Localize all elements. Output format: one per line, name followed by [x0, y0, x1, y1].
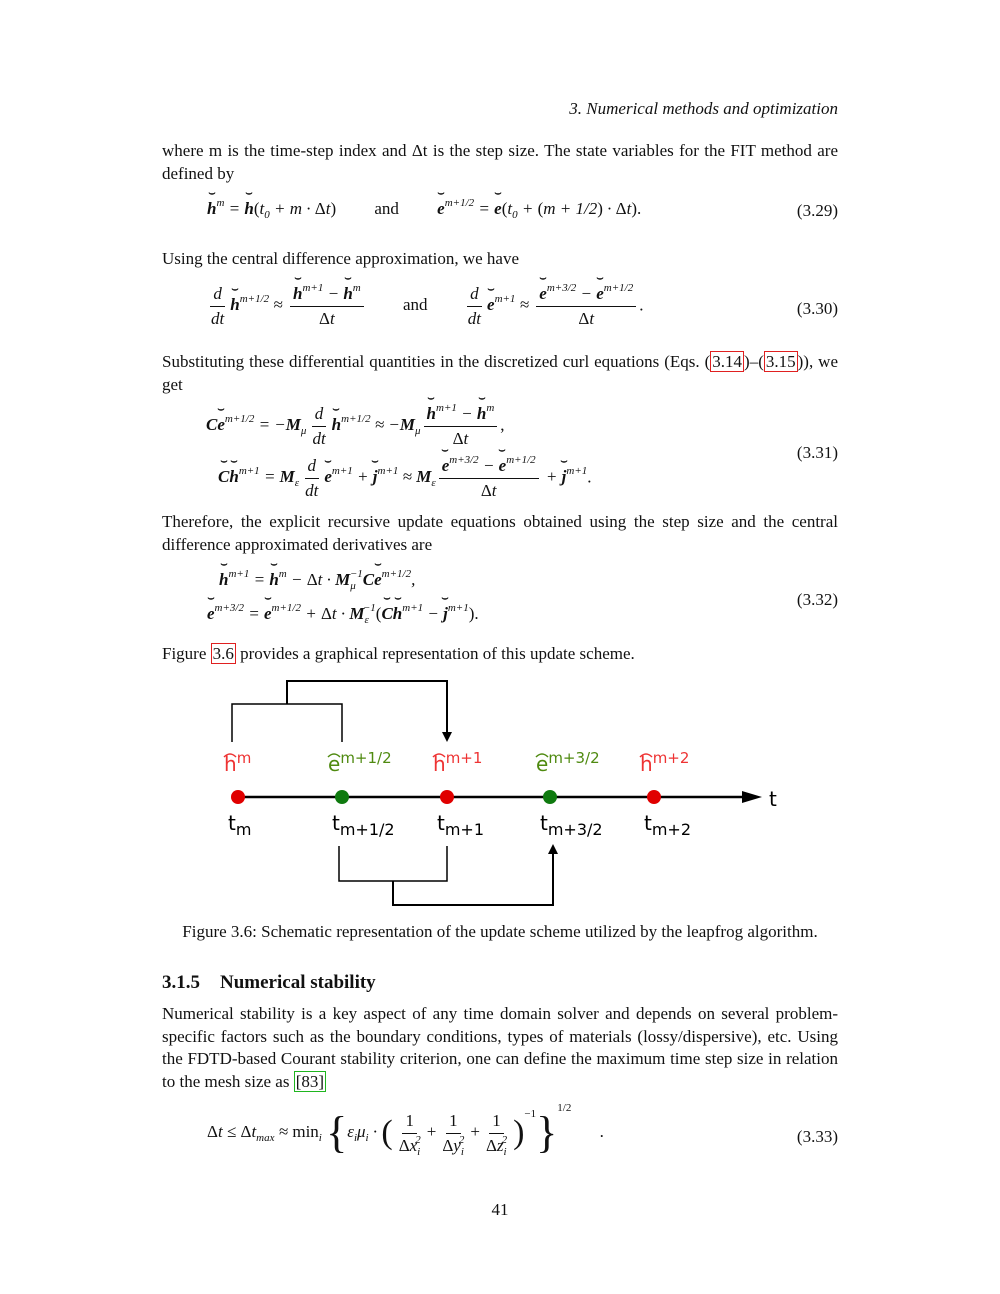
- time-point-dot: [647, 790, 661, 804]
- equation-number-3-33: (3.33): [796, 1127, 838, 1146]
- section-title: Numerical stability: [220, 972, 376, 993]
- time-label: $t_{m+1/2}$: [332, 811, 395, 839]
- paragraph-central-difference: Using the central difference approximation, we have: [162, 249, 520, 268]
- time-point-dot: [543, 790, 557, 804]
- field-label: $e^{m+1/2}$: [328, 749, 392, 776]
- time-axis-arrow: [742, 791, 762, 803]
- running-head: 3. Numerical methods and optimization: [569, 99, 838, 118]
- equation-number-3-29: (3.29): [796, 201, 838, 220]
- eq-ref-3-15[interactable]: 3.15: [765, 352, 796, 371]
- time-label: $t_m$: [228, 811, 252, 839]
- paragraph-stability: Numerical stability is a key aspect of any time domain solver and depends on several problem-specific factors such as the boundary conditions, types of materials (lossy/dispersive), etc. Using the FDTD-based Courant stability criterion, one can define the maximum time step size in relation to the mesh size as [83]: [162, 1004, 838, 1091]
- equation-number-3-30: (3.30): [796, 299, 838, 318]
- bottom-bracket: [339, 846, 447, 881]
- equation-3-30: $\frac{d}{dt}$ ⌢ $h^{m+1/2}$ ≈ ⌢ $\frac{h^{m+1} - ⌢ h^m}{\Delta t}$ and $\frac{d}{dt}$ ⌢ $e^{m+1}$ ≈ ⌢ $\frac{e^{m+3/2} - ⌢ e^{m+1/2}}{\Delta t}$ .: [205, 284, 765, 329]
- top-bracket: [232, 704, 342, 742]
- equation-3-29: ⌢ $h^m$ = ⌢ $h(t_0 + m \cdot \Delta t)$ and ⌢ $e^{m+1/2}$ = ⌢ $e(t_0 + (m + 1/2) \cdot \Delta t)$.: [207, 199, 767, 219]
- page-number: 41: [491, 1200, 509, 1219]
- citation-83[interactable]: [83]: [295, 1071, 325, 1091]
- top-arrow: [287, 681, 447, 740]
- time-point-dot: [231, 790, 245, 804]
- figure-caption: Figure 3.6: Schematic representation of the update scheme utilized by the leapfrog algorithm.: [182, 922, 818, 941]
- field-label: $h^m$: [224, 749, 252, 776]
- eq-ref-3-14[interactable]: 3.14: [712, 352, 743, 371]
- equation-3-33: $\Delta t \le \Delta t_{max} \approx \min_i \{\varepsilon_i\mu_i$ · ( $\frac{1}{\Delta x_i^2}$ + $\frac{1}{\Delta y_i^2}$ + $\frac{1}{\Delta z_i^2}$ )$^{-1}$}$^{1/2}$ .: [207, 1102, 604, 1158]
- time-label: $t_{m+2}$: [644, 811, 692, 839]
- time-axis-label: t: [769, 787, 777, 811]
- time-label: $t_{m+3/2}$: [540, 811, 603, 839]
- time-label: $t_{m+1}$: [437, 811, 485, 839]
- time-point-dot: [440, 790, 454, 804]
- field-label: $e^{m+3/2}$: [536, 749, 600, 776]
- equation-number-3-31: (3.31): [796, 443, 838, 462]
- bottom-arrow: [393, 846, 553, 905]
- figure-ref-3-6[interactable]: 3.6: [212, 644, 234, 663]
- equation-3-32-line2: ⌢ $e^{m+3/2}$ = ⌢ $e^{m+1/2} + \Delta t$ · $M_\varepsilon^{-1}(⌢$ C⌢ $h^{m+1}$ − ⌢ $j^{m+1}$).: [207, 604, 767, 624]
- time-point-dot: [335, 790, 349, 804]
- field-label: $h^{m+2}$: [640, 749, 690, 776]
- equation-3-31-line2: ⌢ C⌢ $h^{m+1} = M_\varepsilon$ $\frac{d}{dt}$ ⌢ $e^{m+1}$ + ⌢ $j^{m+1} \approx M_\varepsilon$ ⌢ $\frac{e^{m+3/2} - ⌢ e^{m+1/2}}{\Delta t}$ + ⌢ $j^{m+1}$.: [218, 456, 778, 501]
- paragraph-therefore: Therefore, the explicit recursive update equations obtained using the step size and the central difference approximated derivatives are: [162, 512, 838, 554]
- section-heading: [162, 972, 376, 994]
- paragraph-intro: where m is the time-step index and Δt is the step size. The state variables for the FIT method are defined by: [162, 141, 838, 183]
- equation-3-31-line1: C⌢ $e^{m+1/2} = -M_\mu$ $\frac{d}{dt}$ ⌢ $h^{m+1/2} \approx -M_\mu$ ⌢ $\frac{h^{m+1} - ⌢ h^m}{\Delta t}$ ,: [206, 404, 766, 449]
- equation-number-3-32: (3.32): [796, 590, 838, 609]
- equation-3-32-line1: ⌢ $h^{m+1}$ = ⌢ $h^m - \Delta t$ · $M_\mu^{-1}C⌢$ $e^{m+1/2}$,: [219, 570, 779, 590]
- paragraph-substituting: Substituting these differential quantities in the discretized curl equations (Eqs. ( 3.14 )–( 3.15 )), we get: [162, 352, 838, 394]
- field-label: $h^{m+1}$: [433, 749, 483, 776]
- paragraph-figure-ref: Figure 3.6 provides a graphical representation of this update scheme.: [162, 644, 635, 663]
- section-number: 3.1.5: [162, 972, 200, 993]
